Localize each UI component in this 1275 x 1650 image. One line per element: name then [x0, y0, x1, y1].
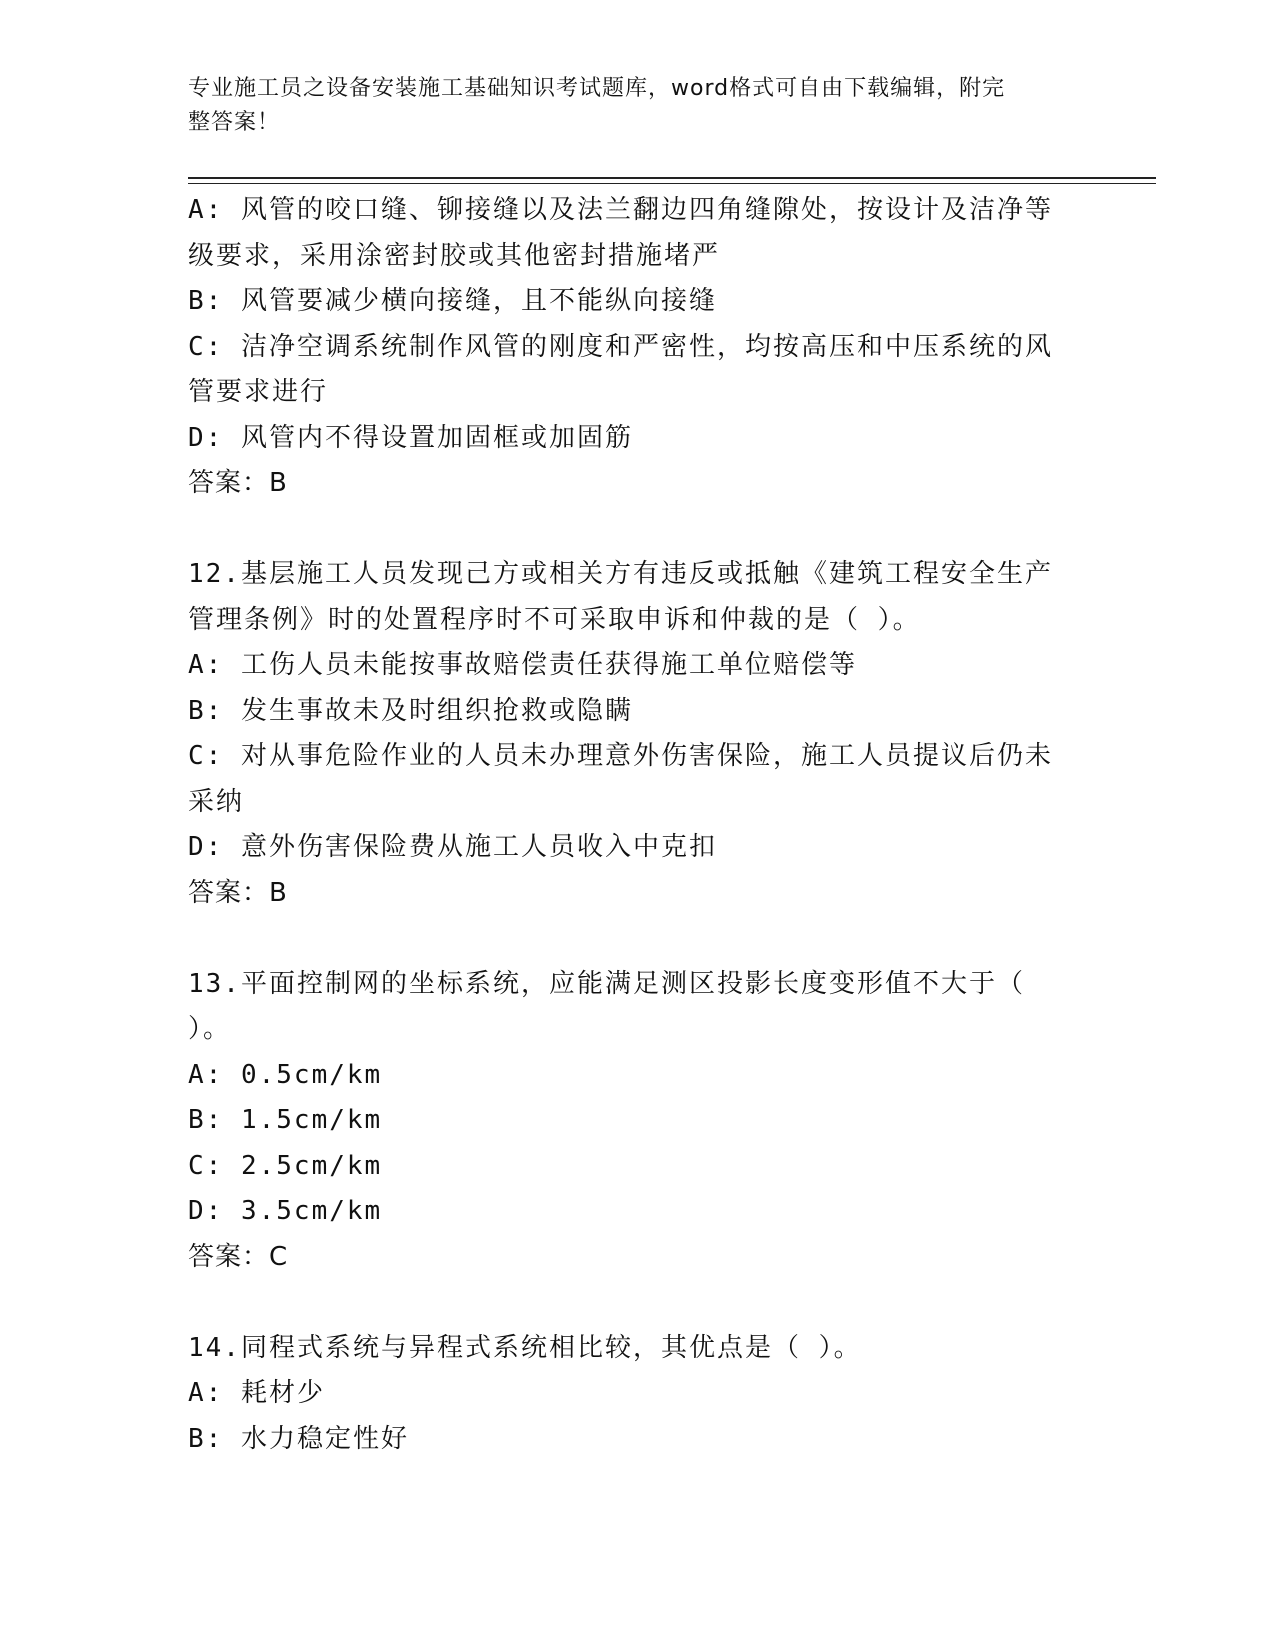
q12-question-line-2: 管理条例》时的处置程序时不可采取申诉和仲裁的是（ ）。 [188, 604, 921, 635]
spacer [188, 1280, 1088, 1326]
q12-option-d: D: 意外伤害保险费从施工人员收入中克扣 [188, 832, 717, 862]
q14-question: 14.同程式系统与异程式系统相比较，其优点是（ ）。 [188, 1332, 862, 1363]
q11-option-a-line-2: 级要求，采用涂密封胶或其他密封措施堵严 [188, 240, 721, 271]
q14-option-a: A: 耗材少 [188, 1378, 325, 1408]
q13-answer: 答案：C [188, 1241, 289, 1272]
q11-option-d: D: 风管内不得设置加固框或加固筋 [188, 422, 633, 453]
q12-option-b: B: 发生事故未及时组织抢救或隐瞒 [188, 695, 633, 726]
q13-question-line-1: 13.平面控制网的坐标系统，应能满足测区投影长度变形值不大于（ [188, 968, 1025, 999]
q11-option-a-line-1: A: 风管的咬口缝、铆接缝以及法兰翻边四角缝隙处，按设计及洁净等 [188, 195, 1053, 225]
q11-answer: 答案：B [188, 468, 288, 498]
spacer [188, 507, 1088, 553]
question-13-block [188, 962, 1088, 1281]
q12-option-a: A: 工伤人员未能按事故赔偿责任获得施工单位赔偿等 [188, 650, 857, 680]
q13-question-line-2: ）。 [188, 1014, 232, 1044]
spacer [188, 916, 1088, 962]
q13-option-b: B: 1.5cm/km [188, 1105, 383, 1135]
question-14-block [188, 1326, 1088, 1463]
header-line-1: 专业施工员之设备安装施工基础知识考试题库，word格式可自由下载编辑，附完 [188, 76, 1006, 101]
q12-question-line-1: 12.基层施工人员发现己方或相关方有违反或抵触《建筑工程安全生产 [188, 559, 1053, 589]
header-line-2: 整答案！ [188, 110, 281, 135]
q13-option-a: A: 0.5cm/km [188, 1059, 383, 1090]
q14-option-b: B: 水力稳定性好 [188, 1423, 409, 1454]
q12-answer: 答案：B [188, 877, 288, 908]
q11-option-c-line-1: C: 洁净空调系统制作风管的刚度和严密性，均按高压和中压系统的风 [188, 331, 1053, 362]
q12-option-c-line-2: 采纳 [188, 786, 245, 817]
q11-option-c-line-2: 管要求进行 [188, 377, 329, 407]
header-divider-thin [188, 183, 1156, 184]
q11-option-b: B: 风管要减少横向接缝，且不能纵向接缝 [188, 286, 717, 316]
question-content [188, 188, 1088, 1462]
question-11-block [188, 188, 1088, 507]
q13-option-d: D: 3.5cm/km [188, 1196, 383, 1226]
document-header [188, 72, 1068, 140]
header-divider-thick [188, 177, 1156, 179]
question-12-block [188, 552, 1088, 916]
q12-option-c-line-1: C: 对从事危险作业的人员未办理意外伤害保险，施工人员提议后仍未 [188, 741, 1053, 771]
q13-option-c: C: 2.5cm/km [188, 1150, 383, 1181]
